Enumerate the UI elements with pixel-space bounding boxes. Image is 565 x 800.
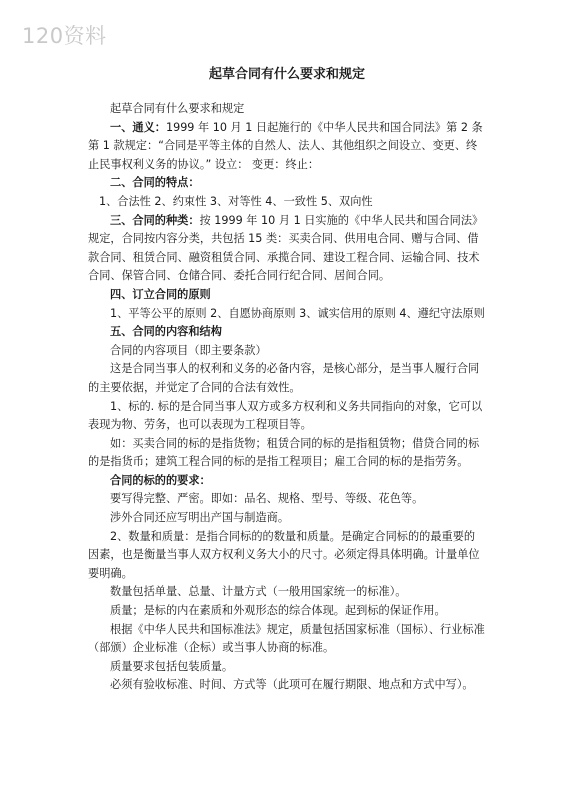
section-types xyxy=(88,212,486,286)
principles-list: 1、平等公平的原则 2、自愿协商原则 3、诚实信用的原则 4、遵纪守法原则 xyxy=(110,306,485,320)
document-body xyxy=(88,66,486,695)
section-text: 按 1999 年 10 月 1 日实施的《中华人民共和国合同法》规定，合同按内容分类，共包括 15 类：买卖合同、供用电合同、赠与合同、借款合同、租赁合同、融资租赁合同、承揽合同、建设工程合同、运输合同、技术合同、保管合同、仓储合同、委托合同行纪合同、居间合同。 xyxy=(88,213,484,283)
paragraph: 必须有验收标准、时间、方式等（此项可在履行期限、地点和方式中写）。 xyxy=(110,678,474,692)
intro-paragraph: 起草合同有什么要求和规定 xyxy=(110,102,245,115)
section-heading: 一、通义： xyxy=(110,120,166,134)
section-heading: 五、合同的内容和结构 xyxy=(110,325,222,339)
section-heading: 三、合同的种类： xyxy=(110,213,200,227)
section-heading-features xyxy=(88,174,486,193)
paragraph: 1、标的. 标的是合同当事人双方或多方权利和义务共同指向的对象，它可以表现为物、劳务，也可以表现为工程项目等。 xyxy=(88,399,483,432)
subsection-heading xyxy=(88,472,486,491)
paragraph: 质量；是标的内在素质和外观形态的综合体现。起到标的保证作用。 xyxy=(110,604,446,618)
paragraph: 涉外合同还应写明出产国与制造商。 xyxy=(110,511,290,525)
paragraph: 如：买卖合同的标的是指货物；租赁合同的标的是指租赁物；借贷合同的标的是指货币；建筑工程合同的标的是指工程项目；雇工合同的标的是指劳务。 xyxy=(88,436,480,469)
section-text: 1999 年 10 月 1 日起施行的《中华人民共和国合同法》第 2 条第 1 款规定：“合同是平等主体的自然人、法人、其他组织之间设立、变更、终止民事权利义务的协议。” 设立： 变更：终止： xyxy=(88,120,483,171)
watermark: 120资料 xyxy=(22,24,107,48)
paragraph: 这是合同当事人的权利和义务的必备内容，是核心部分，是当事人履行合同的主要依据，并觉定了合同的合法有效性。 xyxy=(88,362,480,394)
section-heading: 四、订立合同的原则 xyxy=(110,287,211,301)
paragraph: 合同的内容项目（即主要条款） xyxy=(110,343,267,357)
paragraph: 根据《中华人民共和国标准法》规定，质量包括国家标准（国标）、行业标准（部颁）企业标准（企标）或当事人协商的标准。 xyxy=(88,622,485,655)
section-heading: 二、合同的特点： xyxy=(110,176,200,190)
section-definition xyxy=(88,119,486,175)
document-title: 起草合同有什么要求和规定 xyxy=(208,67,365,82)
features-list: 1、合法性 2、约束性 3、对等性 4、一致性 5、双向性 xyxy=(99,194,373,208)
section-heading: 合同的标的的要求： xyxy=(110,473,211,487)
section-heading-principles xyxy=(88,286,486,305)
paragraph: 要写得完整、严密。即如：品名、规格、型号、等级、花色等。 xyxy=(110,492,424,506)
paragraph: 质量要求包括包装质量。 xyxy=(110,659,234,673)
paragraph: 2、数量和质量：是指合同标的的数量和质量。是确定合同标的的最重要的因素，也是衡量当事人双方权利义务大小的尺寸。必须定得具体明确。计量单位要明确。 xyxy=(88,529,480,580)
section-heading-content xyxy=(88,323,486,342)
paragraph: 数量包括单量、总量、计量方式（一般用国家统一的标准）。 xyxy=(110,585,407,599)
